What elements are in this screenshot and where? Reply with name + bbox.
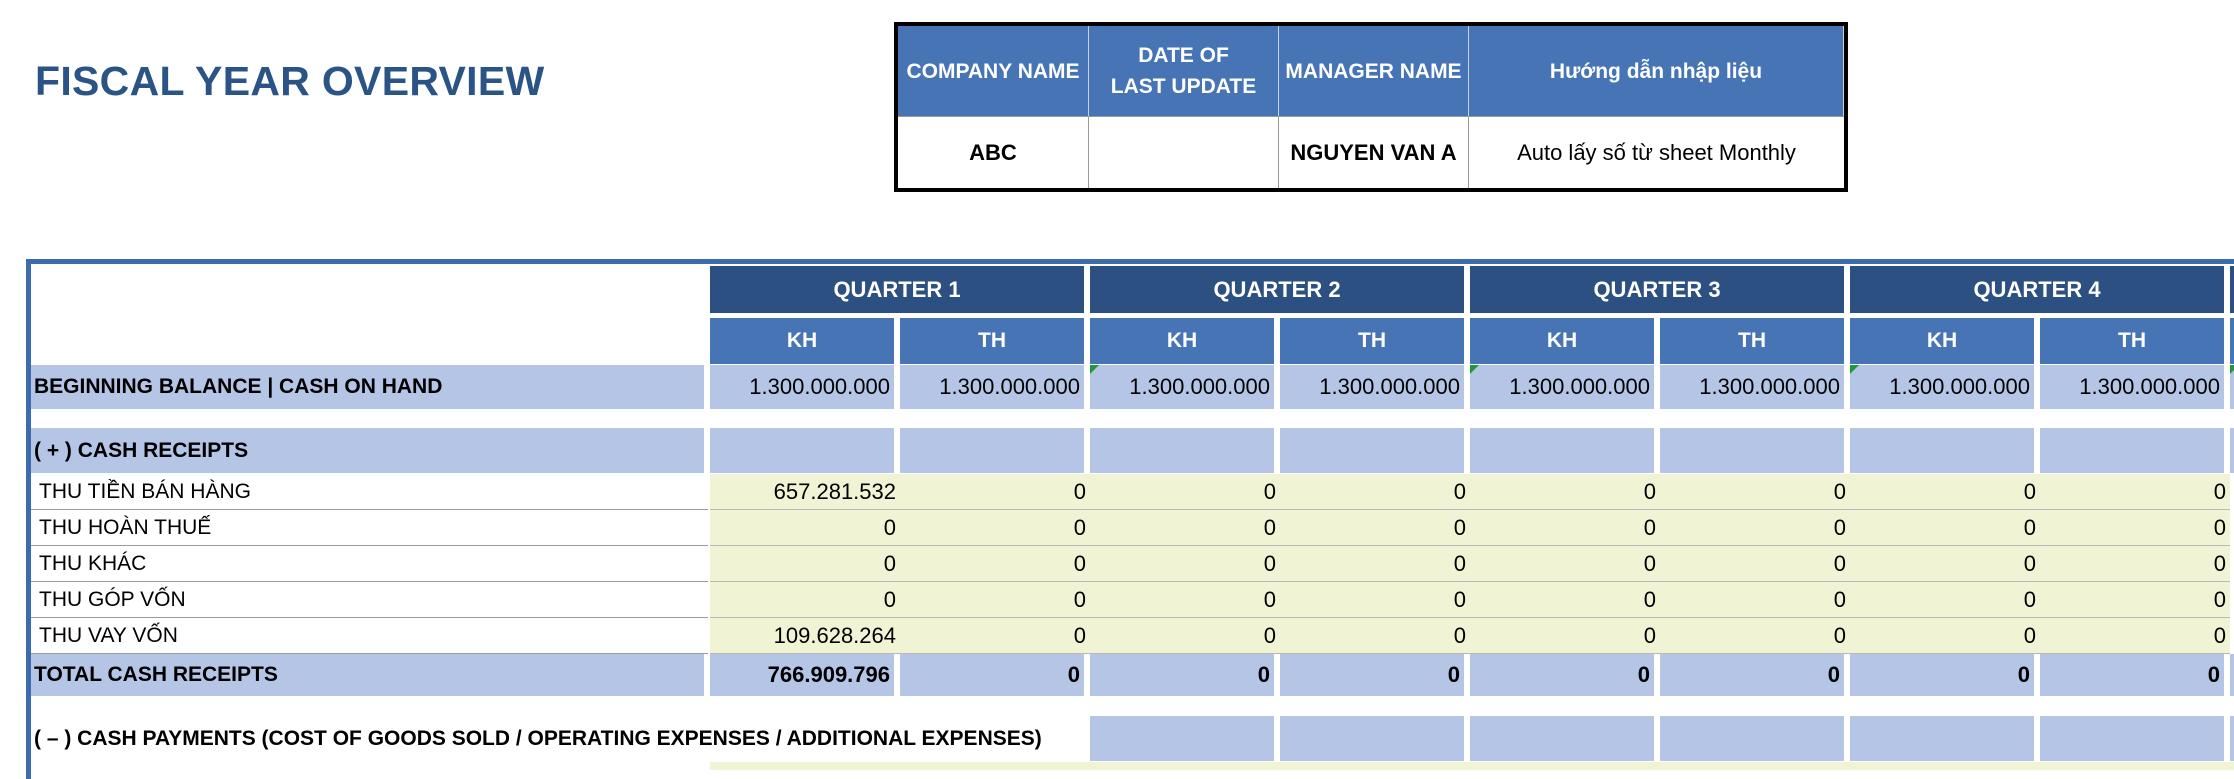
receipt-cell[interactable]: 0 [710,510,900,546]
receipt-cell[interactable]: 0 [1470,510,1660,546]
beginning-balance-cell[interactable]: 1.300.000.000 [1090,365,1274,409]
total-edge [2230,654,2234,696]
beginning-balance-cell[interactable]: 1.300.000.000 [1280,365,1464,409]
section-edge [2230,716,2234,761]
receipt-cell[interactable]: 0 [1850,474,2040,510]
receipt-cell[interactable]: 0 [900,474,1090,510]
receipt-cell[interactable]: 0 [1850,618,2040,654]
receipt-cell[interactable]: 0 [1090,474,1280,510]
section-edge [2230,428,2234,473]
sub-header-kh: KH [1470,318,1654,364]
total-receipts-cell[interactable]: 0 [1470,654,1654,696]
receipt-cell[interactable]: 0 [1470,582,1660,618]
receipt-cell[interactable]: 0 [2040,582,2230,618]
sub-header-th: TH [900,318,1084,364]
receipt-cell[interactable]: 0 [900,546,1090,582]
receipt-label: THU VAY VỐN [31,618,708,654]
receipt-cell[interactable]: 0 [1090,582,1280,618]
manager-name-header: MANAGER NAME [1279,26,1469,116]
total-receipts-cell[interactable]: 0 [1660,654,1844,696]
receipt-cell[interactable]: 109.628.264 [710,618,900,654]
sub-header-edge [2230,318,2234,364]
receipt-label: THU TIỀN BÁN HÀNG [31,474,708,510]
total-receipts-label: TOTAL CASH RECEIPTS [31,654,704,696]
page-title: FISCAL YEAR OVERVIEW [35,58,545,104]
quarter-2-header: QUARTER 2 [1090,266,1464,313]
receipt-cell[interactable]: 0 [2040,546,2230,582]
section-cell [1660,716,1844,761]
receipt-cell[interactable]: 657.281.532 [710,474,900,510]
receipt-cell[interactable]: 0 [1280,546,1470,582]
section-cell [2040,428,2224,473]
receipt-cell[interactable]: 0 [2040,510,2230,546]
receipt-cell[interactable]: 0 [1470,474,1660,510]
beginning-balance-cell[interactable]: 1.300.000.000 [710,365,894,409]
beginning-balance-cell[interactable]: 1.300.000.000 [900,365,1084,409]
quarter-1-header: QUARTER 1 [710,266,1084,313]
sub-header-th: TH [2040,318,2224,364]
receipt-cell[interactable]: 0 [1660,546,1850,582]
receipt-cell[interactable]: 0 [1090,546,1280,582]
beginning-balance-cell[interactable]: 1.300.000.000 [1850,365,2034,409]
receipt-cell[interactable]: 0 [900,618,1090,654]
section-cell [710,428,894,473]
section-cell [1280,428,1464,473]
sub-header-kh: KH [710,318,894,364]
total-receipts-cell[interactable]: 0 [900,654,1084,696]
receipt-cell[interactable]: 0 [1090,510,1280,546]
receipt-label: THU GÓP VỐN [31,582,708,618]
date-last-update-cell[interactable] [1089,116,1279,188]
receipt-label: THU HOÀN THUẾ [31,510,708,546]
receipt-cell[interactable]: 0 [900,582,1090,618]
cash-receipts-header: ( + ) CASH RECEIPTS [31,428,704,473]
next-row-partial [710,762,2234,770]
cash-payments-header: ( – ) CASH PAYMENTS (COST OF GOODS SOLD / OPERATING EXPENSES / ADDITIONAL EXPENSES) [34,726,1042,750]
total-receipts-cell[interactable]: 0 [2040,654,2224,696]
company-name-cell[interactable]: ABC [898,116,1089,188]
receipt-label: THU KHÁC [31,546,708,582]
manager-name-cell[interactable]: NGUYEN VAN A [1279,116,1469,188]
receipt-cell[interactable]: 0 [1660,474,1850,510]
section-cell [1090,716,1274,761]
receipt-cell[interactable]: 0 [1280,510,1470,546]
receipt-cell[interactable]: 0 [2040,474,2230,510]
quarter-3-header: QUARTER 3 [1470,266,1844,313]
receipt-cell[interactable]: 0 [1850,510,2040,546]
sub-header-kh: KH [1090,318,1274,364]
formula-marker [2230,365,2234,374]
total-receipts-cell[interactable]: 0 [1850,654,2034,696]
sub-header-kh: KH [1850,318,2034,364]
receipt-cell[interactable]: 0 [1090,618,1280,654]
receipt-cell[interactable]: 0 [2040,618,2230,654]
section-cell [1280,716,1464,761]
section-cell [1660,428,1844,473]
receipt-cell[interactable]: 0 [1850,582,2040,618]
section-cell [1850,716,2034,761]
quarter-edge [2230,266,2234,313]
date-last-update-header [1089,26,1279,116]
section-cell [900,428,1084,473]
receipt-cell[interactable]: 0 [1660,618,1850,654]
receipt-cell[interactable]: 0 [1280,474,1470,510]
instructions-header: Hướng dẫn nhập liệu [1469,26,1844,116]
receipt-cell[interactable]: 0 [710,582,900,618]
sub-header-th: TH [1280,318,1464,364]
company-name-header: COMPANY NAME [898,26,1089,116]
receipt-cell[interactable]: 0 [1470,618,1660,654]
beginning-balance-cell[interactable]: 1.300.000.000 [1470,365,1654,409]
quarter-4-header: QUARTER 4 [1850,266,2224,313]
section-cell [1090,428,1274,473]
receipt-cell[interactable]: 0 [1660,582,1850,618]
receipt-cell[interactable]: 0 [1850,546,2040,582]
formula-marker [1090,365,1099,374]
beginning-balance-label: BEGINNING BALANCE | CASH ON HAND [31,365,704,409]
sub-header-th: TH [1660,318,1844,364]
receipt-cell[interactable]: 0 [1280,582,1470,618]
beginning-balance-cell[interactable]: 1.300.000.000 [1660,365,1844,409]
section-cell [2040,716,2224,761]
section-cell [1470,716,1654,761]
next-row-label-partial [31,762,704,770]
instructions-cell[interactable]: Auto lấy số từ sheet Monthly [1469,116,1844,188]
receipt-cell[interactable]: 0 [710,546,900,582]
formula-marker [1850,365,1859,374]
section-cell [1850,428,2034,473]
receipt-cell[interactable]: 0 [1280,618,1470,654]
total-receipts-cell[interactable]: 0 [1090,654,1274,696]
section-cell [1470,428,1654,473]
receipt-cell[interactable]: 0 [900,510,1090,546]
receipt-cell[interactable]: 0 [1660,510,1850,546]
receipt-cell[interactable]: 0 [1470,546,1660,582]
total-receipts-cell[interactable]: 766.909.796 [710,654,894,696]
info-box [894,22,1848,192]
beginning-balance-cell[interactable]: 1.300.000.000 [2040,365,2224,409]
formula-marker [1470,365,1479,374]
total-receipts-cell[interactable]: 0 [1280,654,1464,696]
date-last-update-header-text: DATE OF LAST UPDATE [1110,44,1257,98]
